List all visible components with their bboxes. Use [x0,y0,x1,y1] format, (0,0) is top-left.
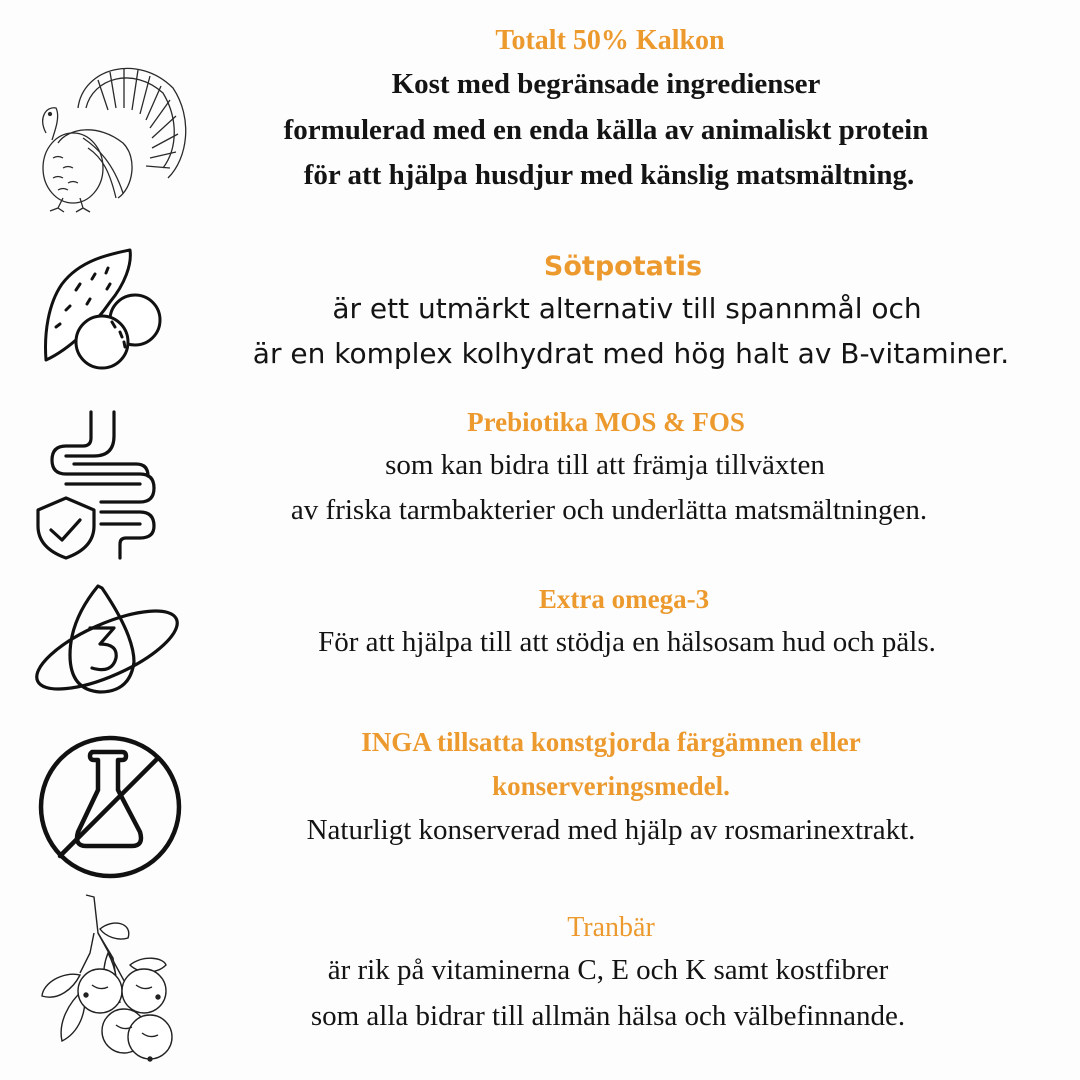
intestine-shield-check-icon [36,408,161,560]
section-text: som kan bidra till att främja tillväxten [385,449,825,481]
section-title: Prebiotika MOS & FOS [467,407,745,437]
section-title-line-1: INGA tillsatta konstgjorda färgämnen eller [361,727,861,757]
section-text: är rik på vitaminerna C, E och K samt kostfibrer [327,954,889,986]
turkey-illustration-icon [28,48,188,213]
no-chemicals-flask-icon [36,734,184,880]
section-text: är ett utmärkt alternativ till spannmål och [332,292,922,325]
section-title-line-2: konserveringsmedel. [492,771,730,801]
section-text: formulerad med en enda källa av animaliskt protein [283,114,929,146]
section-text: Naturligt konserverad med hjälp av rosmarinextrakt. [306,814,916,846]
section-text: Kost med begränsade ingredienser [391,68,821,100]
section-text: för att hjälpa husdjur med känslig matsmältning. [303,159,915,191]
section-title: Tranbär [567,912,655,943]
section-title: Extra omega-3 [538,584,710,614]
omega-3-drop-icon [30,580,185,698]
section-text: av friska tarmbakterier och underlätta matsmältningen. [290,494,928,526]
section-text: är en komplex kolhydrat med hög halt av B-vitaminer. [252,337,1010,370]
section-title: Totalt 50% Kalkon [495,25,725,56]
section-text: som alla bidrar till allmän hälsa och välbefinnande. [310,1000,906,1032]
sweet-potato-icon [40,244,165,374]
cranberry-branch-icon [38,893,174,1065]
section-title: Sötpotatis [543,251,703,282]
section-text: För att hjälpa till att stödja en hälsosam hud och päls. [318,626,936,658]
